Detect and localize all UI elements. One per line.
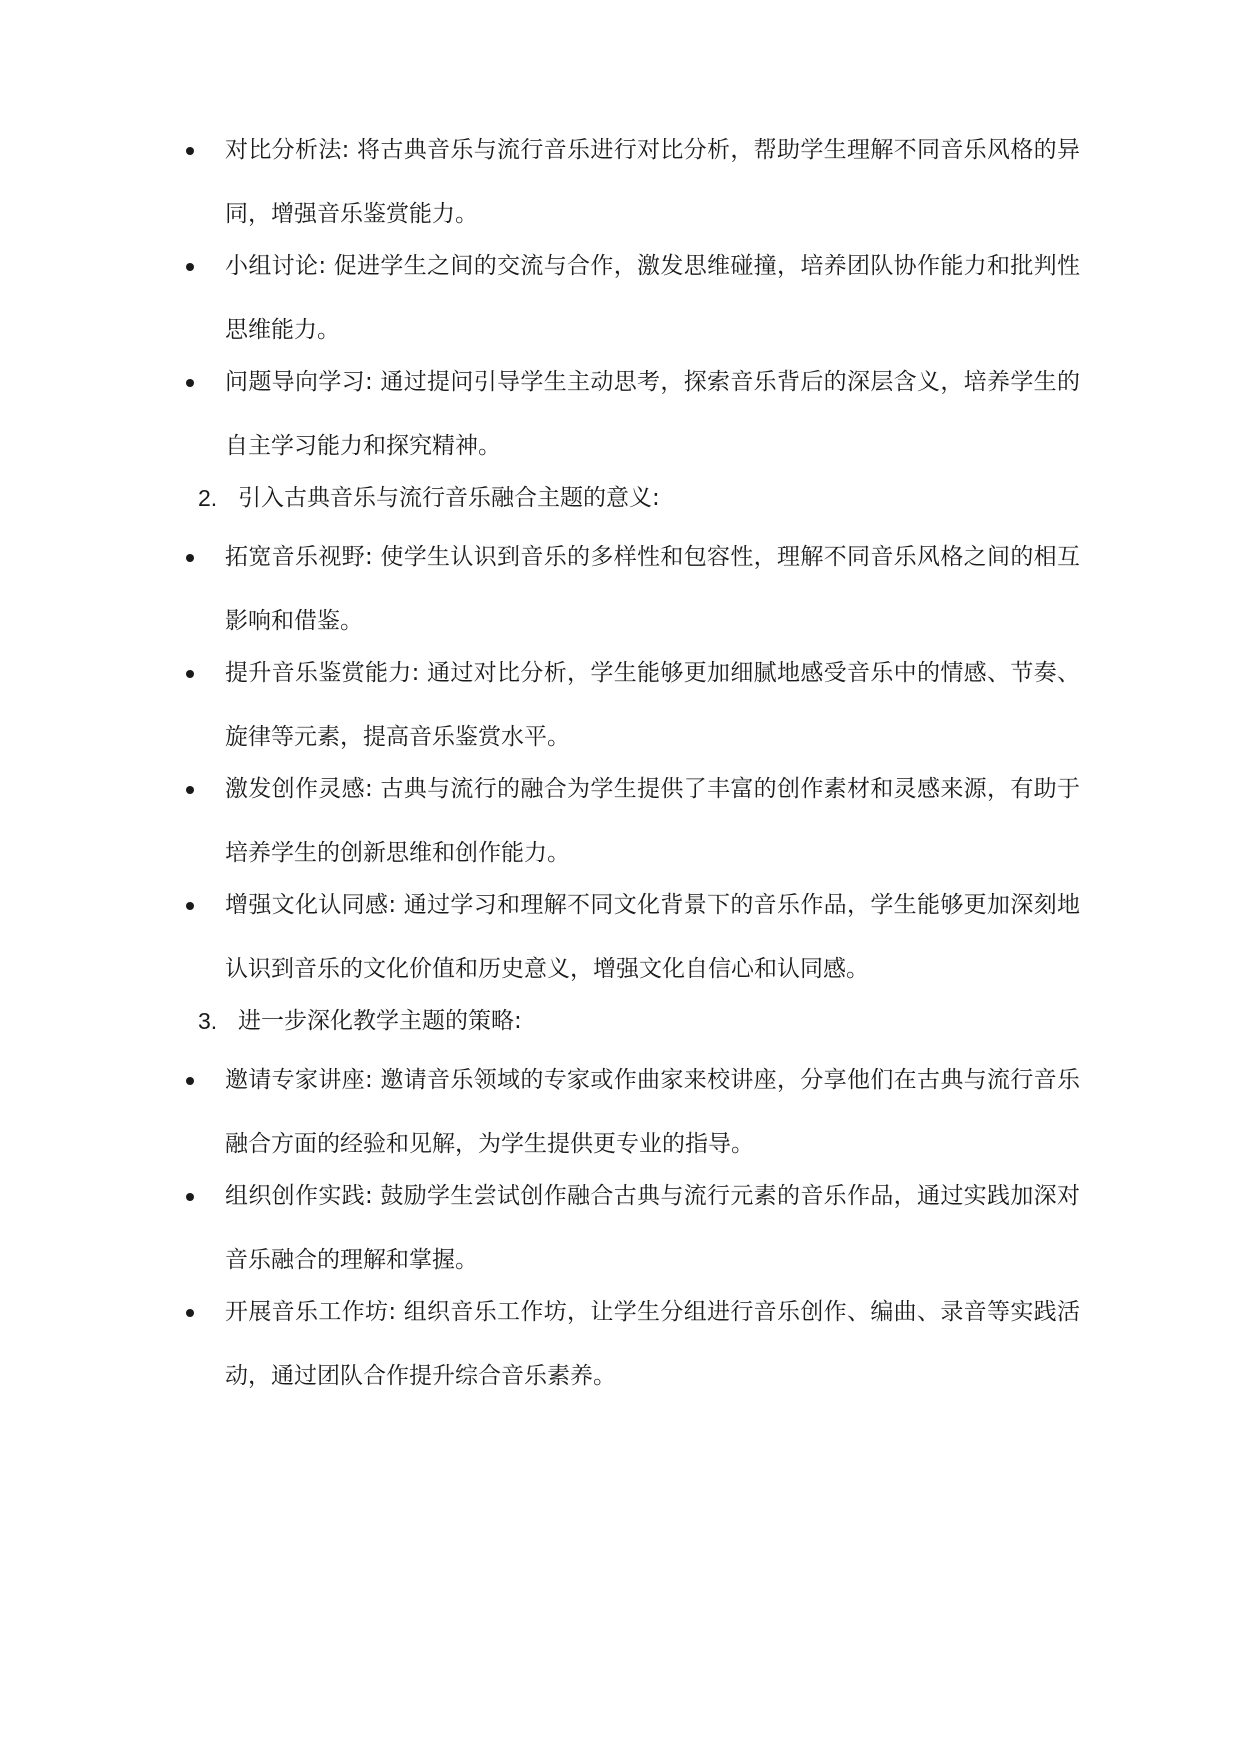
list-item-text: 增强文化认同感: 通过学习和理解不同文化背景下的音乐作品，学生能够更加深刻地认识到音乐的文化价值和历史意义，增强文化自信心和认同感。 xyxy=(225,892,1080,982)
list-item-text: 开展音乐工作坊: 组织音乐工作坊，让学生分组进行音乐创作、编曲、录音等实践活动，通过团队合作提升综合音乐素养。 xyxy=(225,1299,1080,1389)
list-item xyxy=(0,234,1080,362)
list-item-text: 小组讨论: 促进学生之间的交流与合作，激发思维碰撞，培养团队协作能力和批判性思维能力。 xyxy=(225,253,1080,343)
list-item xyxy=(0,1164,1080,1292)
list-item xyxy=(0,1048,1080,1176)
heading-text: 进一步深化教学主题的策略: xyxy=(238,1008,522,1034)
bullet-icon xyxy=(186,147,194,155)
list-item xyxy=(0,757,1080,885)
heading-number: 2. xyxy=(198,485,218,511)
list-item xyxy=(0,1280,1080,1408)
list-item-text: 拓宽音乐视野: 使学生认识到音乐的多样性和包容性，理解不同音乐风格之间的相互影响和借鉴。 xyxy=(225,544,1080,634)
list-item-text: 激发创作灵感: 古典与流行的融合为学生提供了丰富的创作素材和灵感来源，有助于培养学生的创新思维和创作能力。 xyxy=(225,776,1080,866)
bullet-icon xyxy=(186,670,194,678)
heading-text: 引入古典音乐与流行音乐融合主题的意义: xyxy=(238,485,660,511)
list-item xyxy=(0,525,1080,653)
bullet-icon xyxy=(186,263,194,271)
list-item xyxy=(0,350,1080,478)
list-item xyxy=(0,118,1080,246)
numbered-heading xyxy=(0,989,522,1053)
list-item xyxy=(0,641,1080,769)
list-item-text: 组织创作实践: 鼓励学生尝试创作融合古典与流行元素的音乐作品，通过实践加深对音乐融合的理解和掌握。 xyxy=(225,1183,1080,1273)
numbered-heading xyxy=(0,466,660,530)
list-item-text: 提升音乐鉴赏能力: 通过对比分析，学生能够更加细腻地感受音乐中的情感、节奏、旋律等元素，提高音乐鉴赏水平。 xyxy=(225,660,1080,750)
bullet-icon xyxy=(186,1077,194,1085)
list-item-text: 对比分析法: 将古典音乐与流行音乐进行对比分析，帮助学生理解不同音乐风格的异同，增强音乐鉴赏能力。 xyxy=(225,137,1080,227)
bullet-icon xyxy=(186,902,194,910)
list-item xyxy=(0,873,1080,1001)
list-item-text: 问题导向学习: 通过提问引导学生主动思考，探索音乐背后的深层含义，培养学生的自主学习能力和探究精神。 xyxy=(225,369,1080,459)
bullet-icon xyxy=(186,554,194,562)
heading-number: 3. xyxy=(198,1008,218,1034)
bullet-icon xyxy=(186,379,194,387)
bullet-icon xyxy=(186,786,194,794)
bullet-icon xyxy=(186,1193,194,1201)
bullet-icon xyxy=(186,1309,194,1317)
list-item-text: 邀请专家讲座: 邀请音乐领域的专家或作曲家来校讲座，分享他们在古典与流行音乐融合方面的经验和见解，为学生提供更专业的指导。 xyxy=(225,1067,1080,1157)
